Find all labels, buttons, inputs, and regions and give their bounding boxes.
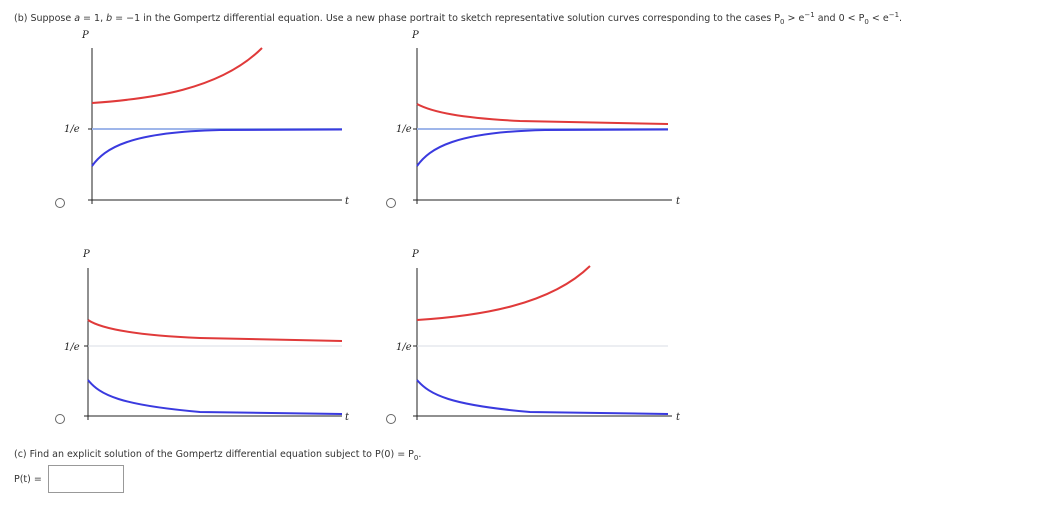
answer-label: P(t) = bbox=[14, 473, 42, 485]
graph-4-x-label: t bbox=[676, 412, 681, 423]
graph-4-blue-curve bbox=[417, 380, 668, 414]
graph-4-y-label: P bbox=[412, 249, 419, 260]
graph-4-tick-label: 1/e bbox=[396, 342, 412, 353]
graph-1 bbox=[64, 30, 350, 207]
question-b-text: (b) Suppose a = 1, b = −1 in the Gompertz differential equation. Use a new phase portrait to sketch representative solution curves corresponding to the cases $P_0 > e^{-1}$ and $0 < P_0 < e^{-1}$. bbox=[14, 11, 903, 27]
graph-2-tick-label: 1/e bbox=[396, 124, 412, 135]
graph-4-radio[interactable] bbox=[386, 414, 396, 424]
graph-3 bbox=[64, 249, 350, 423]
graph-2-red-curve bbox=[417, 104, 668, 124]
answer-input[interactable] bbox=[48, 465, 124, 493]
graph-2-radio[interactable] bbox=[386, 198, 396, 208]
question-c-text: (c) Find an explicit solution of the Gompertz differential equation subject to $P(0) = P_0$. bbox=[14, 449, 422, 462]
graph-3-y-label: P bbox=[83, 249, 90, 260]
graph-3-tick-label: 1/e bbox=[64, 342, 80, 353]
answer-row bbox=[14, 465, 124, 493]
graph-3-blue-curve bbox=[88, 380, 342, 414]
graph-1-tick-label: 1/e bbox=[64, 124, 80, 135]
graph-1-y-label: P bbox=[82, 30, 89, 41]
graph-4-red-curve bbox=[417, 266, 590, 320]
graph-3-x-label: t bbox=[345, 412, 350, 423]
graph-2-y-label: P bbox=[412, 30, 419, 41]
graph-1-blue-curve bbox=[92, 130, 342, 167]
graph-1-red-curve bbox=[92, 48, 262, 103]
graph-4 bbox=[396, 249, 681, 423]
graph-3-radio[interactable] bbox=[55, 414, 65, 424]
graph-2 bbox=[396, 30, 681, 207]
graph-2-x-label: t bbox=[676, 196, 681, 207]
graph-1-x-label: t bbox=[345, 196, 350, 207]
graph-2-blue-curve bbox=[417, 130, 668, 167]
graph-1-radio[interactable] bbox=[55, 198, 65, 208]
graph-3-red-curve bbox=[88, 320, 342, 341]
